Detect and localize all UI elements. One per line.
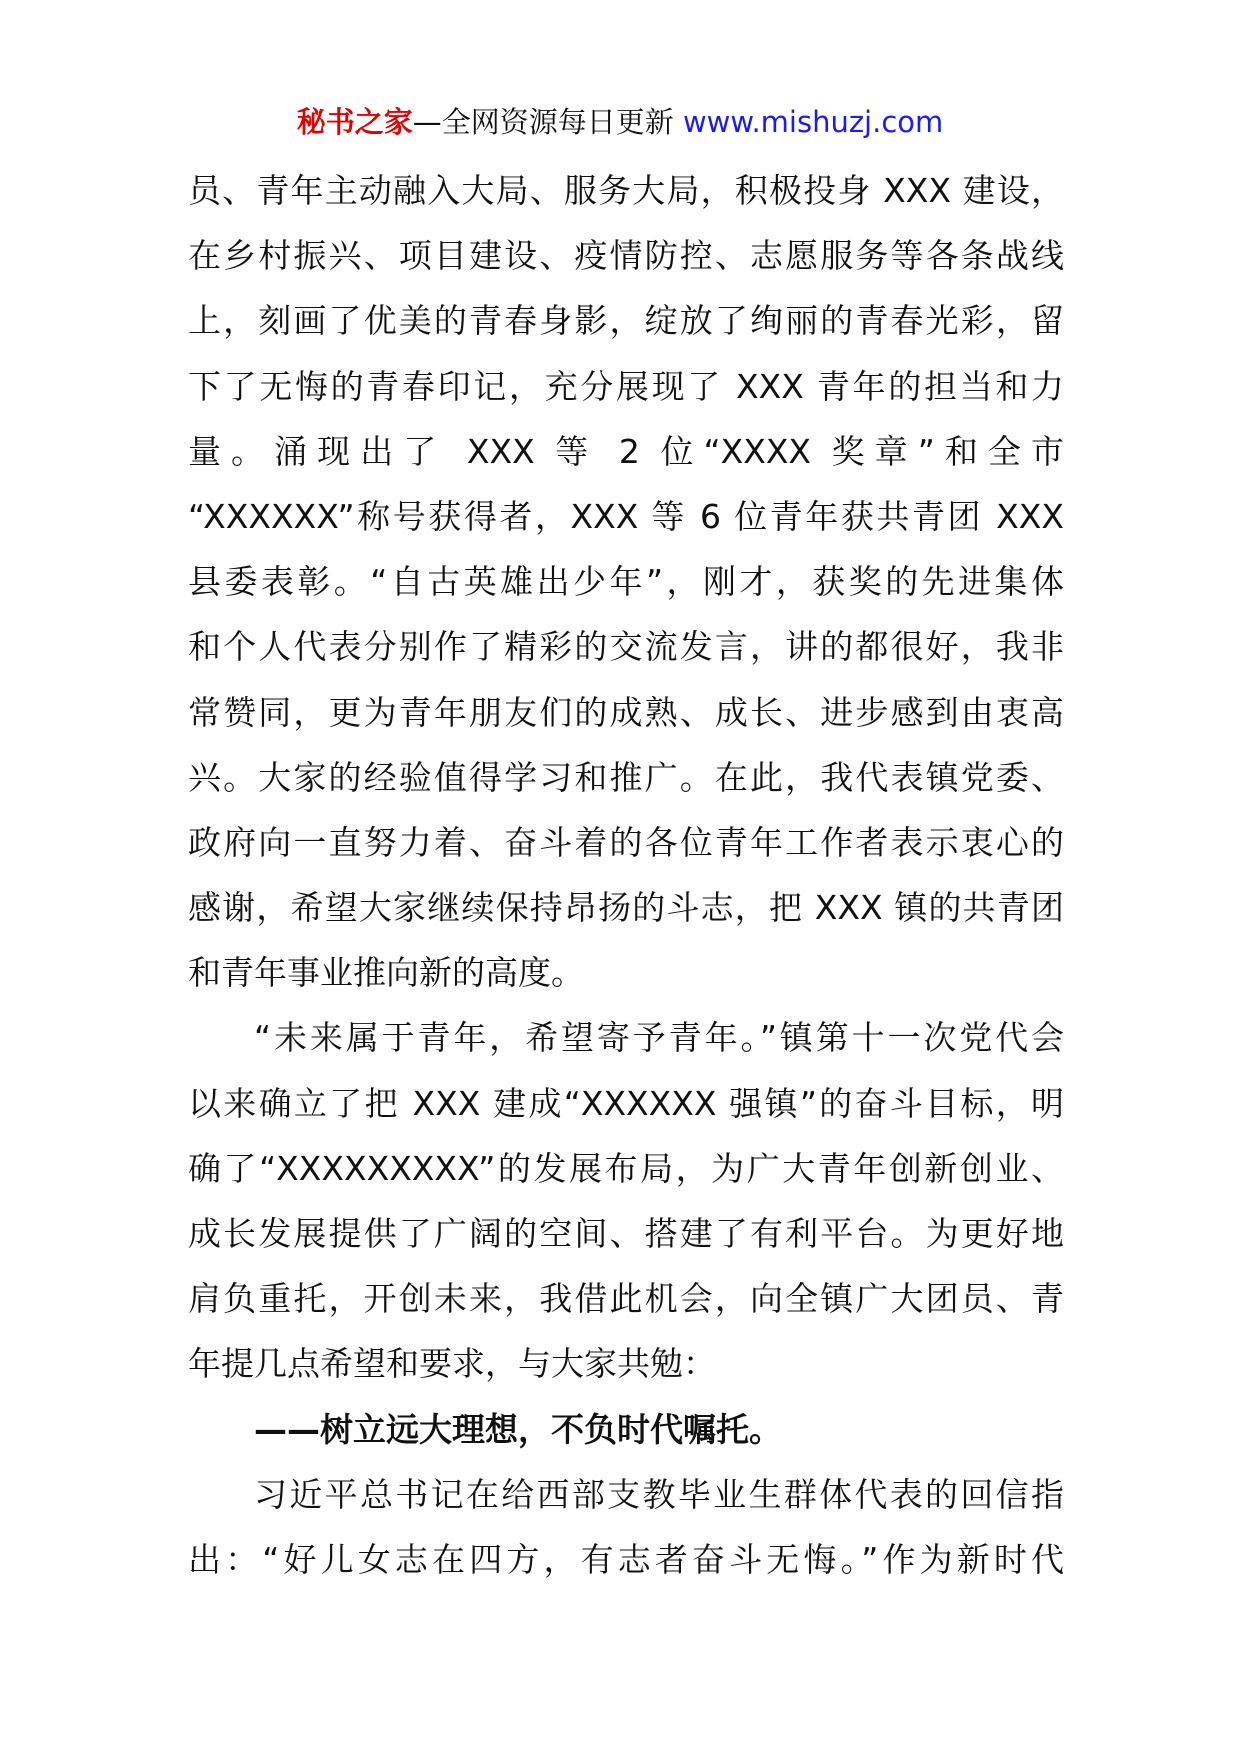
text-line: “未来属于青年，希望寄予青年。”镇第十一次党代会 bbox=[254, 1018, 1064, 1058]
site-url[interactable]: www.mishuzj.com bbox=[682, 105, 944, 139]
text-line: “XXXXXX”称号获得者，XXX 等 6 位青年获共青团 XXX bbox=[188, 496, 1064, 536]
header-tagline: —全网资源每日更新 bbox=[412, 105, 674, 139]
text-line: 以来确立了把 XXX 建成“XXXXXX 强镇”的奋斗目标，明 bbox=[188, 1083, 1064, 1123]
text-line: 县委表彰。“自古英雄出少年”，刚才，获奖的先进集体 bbox=[188, 562, 1064, 602]
text-line: 确了“XXXXXXXXX”的发展布局，为广大青年创新创业、 bbox=[188, 1148, 1064, 1188]
text-line: 在乡村振兴、项目建设、疫情防控、志愿服务等各条战线 bbox=[188, 236, 1064, 276]
text-line: 和个人代表分别作了精彩的交流发言，讲的都很好，我非 bbox=[188, 627, 1064, 667]
watermark-header bbox=[0, 100, 1240, 144]
text-line: 感谢，希望大家继续保持昂扬的斗志，把 XXX 镇的共青团 bbox=[188, 888, 1064, 928]
brand-name: 秘书之家 bbox=[296, 105, 413, 139]
text-line: 和青年事业推向新的高度。 bbox=[188, 953, 584, 993]
text-line: 肩负重托，开创未来，我借此机会，向全镇广大团员、青 bbox=[188, 1279, 1064, 1319]
text-line: 出：“好儿女志在四方，有志者奋斗无悔。”作为新时代 bbox=[188, 1539, 1064, 1579]
text-line: 兴。大家的经验值得学习和推广。在此，我代表镇党委、 bbox=[188, 757, 1064, 797]
text-line: 员、青年主动融入大局、服务大局，积极投身 XXX 建设， bbox=[188, 171, 1064, 210]
text-line: 上，刻画了优美的青春身影，绽放了绚丽的青春光彩，留 bbox=[188, 301, 1064, 341]
document-body bbox=[188, 168, 1064, 1602]
text-line: 习近平总书记在给西部支教毕业生群体代表的回信指 bbox=[254, 1474, 1064, 1514]
text-line: 政府向一直努力着、奋斗着的各位青年工作者表示衷心的 bbox=[188, 822, 1064, 862]
text-line: 成长发展提供了广阔的空间、搭建了有利平台。为更好地 bbox=[188, 1214, 1064, 1253]
text-line: 常赞同，更为青年朋友们的成熟、成长、进步感到由衷高 bbox=[188, 692, 1064, 732]
text-line: 下了无悔的青春印记，充分展现了 XXX 青年的担当和力 bbox=[188, 366, 1064, 406]
section-heading: ——树立远大理想，不负时代嘱托。 bbox=[254, 1409, 782, 1449]
text-line: 年提几点希望和要求，与大家共勉： bbox=[188, 1344, 716, 1384]
text-line: 量。涌现出了 XXX 等 2 位“XXXX 奖章”和全市 bbox=[188, 431, 1064, 471]
